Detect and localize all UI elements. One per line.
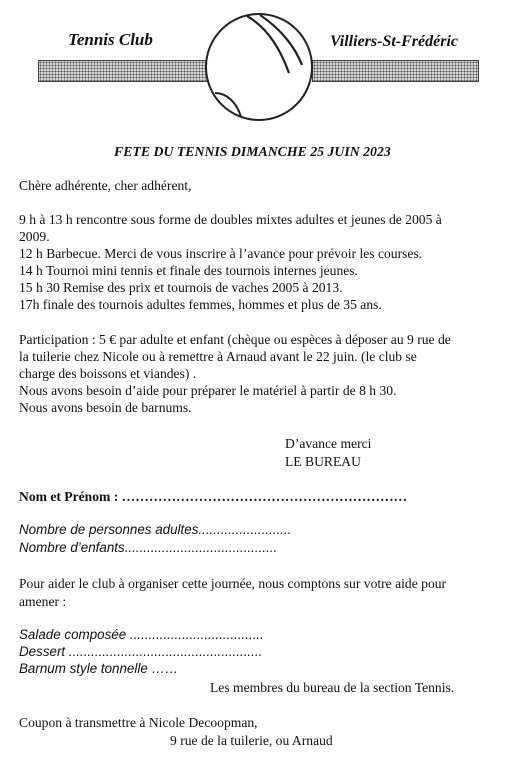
schedule-item: 15 h 30 Remise des prix et tournois de vaches 2005 à 2013.: [19, 280, 343, 295]
barnum-field[interactable]: Barnum style tonnelle ……: [19, 661, 179, 676]
coupon-recipient: Coupon à transmettre à Nicole Decoopman,: [19, 715, 258, 730]
children-count-field[interactable]: Nombre d’enfants.........................................: [19, 540, 278, 555]
participation-text: Participation : 5 € par adulte et enfant (chèque ou espèces à déposer au 9 rue de: [19, 332, 451, 347]
header-stripe-left: [38, 60, 212, 82]
dessert-field[interactable]: Dessert ....................................................: [19, 644, 263, 659]
help-intro-continuation: amener :: [19, 594, 67, 609]
name-field[interactable]: Nom et Prénom : ………………………………………………………: [19, 489, 408, 504]
participation-text: charge des boissons et viandes) .: [19, 366, 197, 381]
schedule-item: 12 h Barbecue. Merci de vous inscrire à l’avance pour prévoir les courses.: [19, 246, 423, 261]
event-title: FETE DU TENNIS DIMANCHE 25 JUIN 2023: [114, 144, 391, 159]
bureau-members: Les membres du bureau de la section Tennis.: [210, 680, 455, 695]
tennis-ball-icon: [203, 11, 315, 123]
schedule-item: 14 h Tournoi mini tennis et finale des tournois internes jeunes.: [19, 263, 358, 278]
signature-bureau: LE BUREAU: [285, 454, 361, 469]
signature-thanks: D’avance merci: [285, 436, 372, 451]
schedule-item: 9 h à 13 h rencontre sous forme de doubles mixtes adultes et jeunes de 2005 à: [19, 212, 442, 227]
greeting: Chère adhérente, cher adhérent,: [19, 178, 192, 193]
coupon-address: 9 rue de la tuilerie, ou Arnaud: [170, 733, 333, 748]
schedule-item-continuation: 2009.: [19, 229, 50, 244]
club-name: Tennis Club: [68, 30, 153, 49]
header-stripe-right: [312, 60, 479, 82]
help-intro: Pour aider le club à organiser cette journée, nous comptons sur votre aide pour: [19, 576, 447, 591]
salad-field[interactable]: Salade composée ....................................: [19, 627, 264, 642]
help-request-text: Nous avons besoin d’aide pour préparer le matériel à partir de 8 h 30.: [19, 383, 397, 398]
adults-count-field[interactable]: Nombre de personnes adultes.........................: [19, 522, 292, 537]
barnum-request-text: Nous avons besoin de barnums.: [19, 400, 192, 415]
participation-text: la tuilerie chez Nicole ou à remettre à Arnaud avant le 22 juin. (le club se: [19, 349, 417, 364]
club-town: Villiers-St-Frédéric: [330, 33, 458, 50]
schedule-item: 17h finale des tournois adultes femmes, hommes et plus de 35 ans.: [19, 297, 382, 312]
